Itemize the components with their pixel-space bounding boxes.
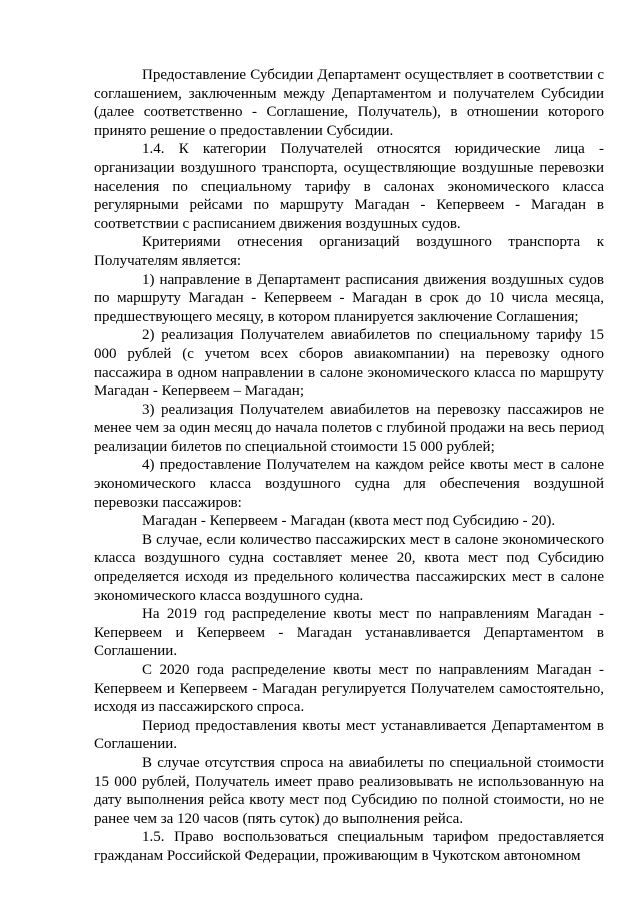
paragraph-criterion-2: 2) реализация Получателем авиабилетов по специальному тарифу 15 000 рублей (с учетом всех сборов авиакомпании) на перевозку одного пассажира в одном направлении в салоне экономического класса по маршруту Магадан - Кепервеем – Магадан; xyxy=(94,327,604,400)
paragraph-unused-quota: В случае отсутствия спроса на авиабилеты по специальной стоимости 15 000 рублей, Получатель имеет право реализовывать не использованную на дату выполнения рейса квоту мест под Субсидию по полной стоимости, но не ранее чем за 120 часов (пять суток) до выполнения рейса. xyxy=(94,754,604,827)
paragraph-route-quota: Магадан - Кепервеем - Магадан (квота мест под Субсидию - 20). xyxy=(142,513,556,530)
paragraph-quota-2020: С 2020 года распределение квоты мест по направлениям Магадан - Кепервеем и Кепервеем - Магадан регулируется Получателем самостоятельно, исходя из пассажирского спроса. xyxy=(94,662,604,716)
paragraph-subsidy-agreement: Предоставление Субсидии Департамент осуществляет в соответствии с соглашением, заключенным между Департаментом и получателем Субсидии (далее соответственно - Соглашение, Получатель), в отношении которого принято решение о предоставлении Субсидии. xyxy=(94,67,604,139)
paragraph-criteria-intro: Критериями отнесения организаций воздушного транспорта к Получателям является: xyxy=(94,234,604,269)
paragraph-criterion-1: 1) направление в Департамент расписания движения воздушных судов по маршруту Магадан - Кепервеем - Магадан в срок до 10 числа месяца, предшествующего месяцу, в котором планируется заключение Соглашения; xyxy=(94,271,604,325)
paragraph-quota-2019: На 2019 год распределение квоты мест по направлениям Магадан - Кепервеем и Кепервеем - Магадан устанавливается Департаментом в Соглашении. xyxy=(94,606,604,660)
paragraph-quota-period: Период предоставления квоты мест устанавливается Департаментом в Соглашении. xyxy=(94,717,604,753)
paragraph-recipient-categories: 1.4. К категории Получателей относятся юридические лица - организации воздушного транспорта, осуществляющие воздушные перевозки населения по специальному тарифу в салонах экономического класса регулярными рейсами по маршруту Магадан - Кепервеем - Магадан в соответствии с расписанием движения воздушных судов. xyxy=(94,141,604,232)
document-body xyxy=(94,66,604,866)
paragraph-quota-exception: В случае, если количество пассажирских мест в салоне экономического класса воздушного судна составляет менее 20, квота мест под Субсидию определяется исходя из предельного количества пассажирских мест в салоне экономического класса воздушного судна. xyxy=(94,531,604,604)
paragraph-special-tariff-right: 1.5. Право воспользоваться специальным тарифом предоставляется гражданам Российской Федерации, проживающим в Чукотском автономном xyxy=(94,829,604,864)
paragraph-criterion-4: 4) предоставление Получателем на каждом рейсе квоты мест в салоне экономического класса воздушного судна для обеспечения воздушной перевозки пассажиров: xyxy=(94,457,604,511)
paragraph-criterion-3: 3) реализация Получателем авиабилетов на перевозку пассажиров не менее чем за один месяц до начала полетов с глубиной продажи на весь период реализации билетов по специальной стоимости 15 000 рублей; xyxy=(94,401,604,455)
